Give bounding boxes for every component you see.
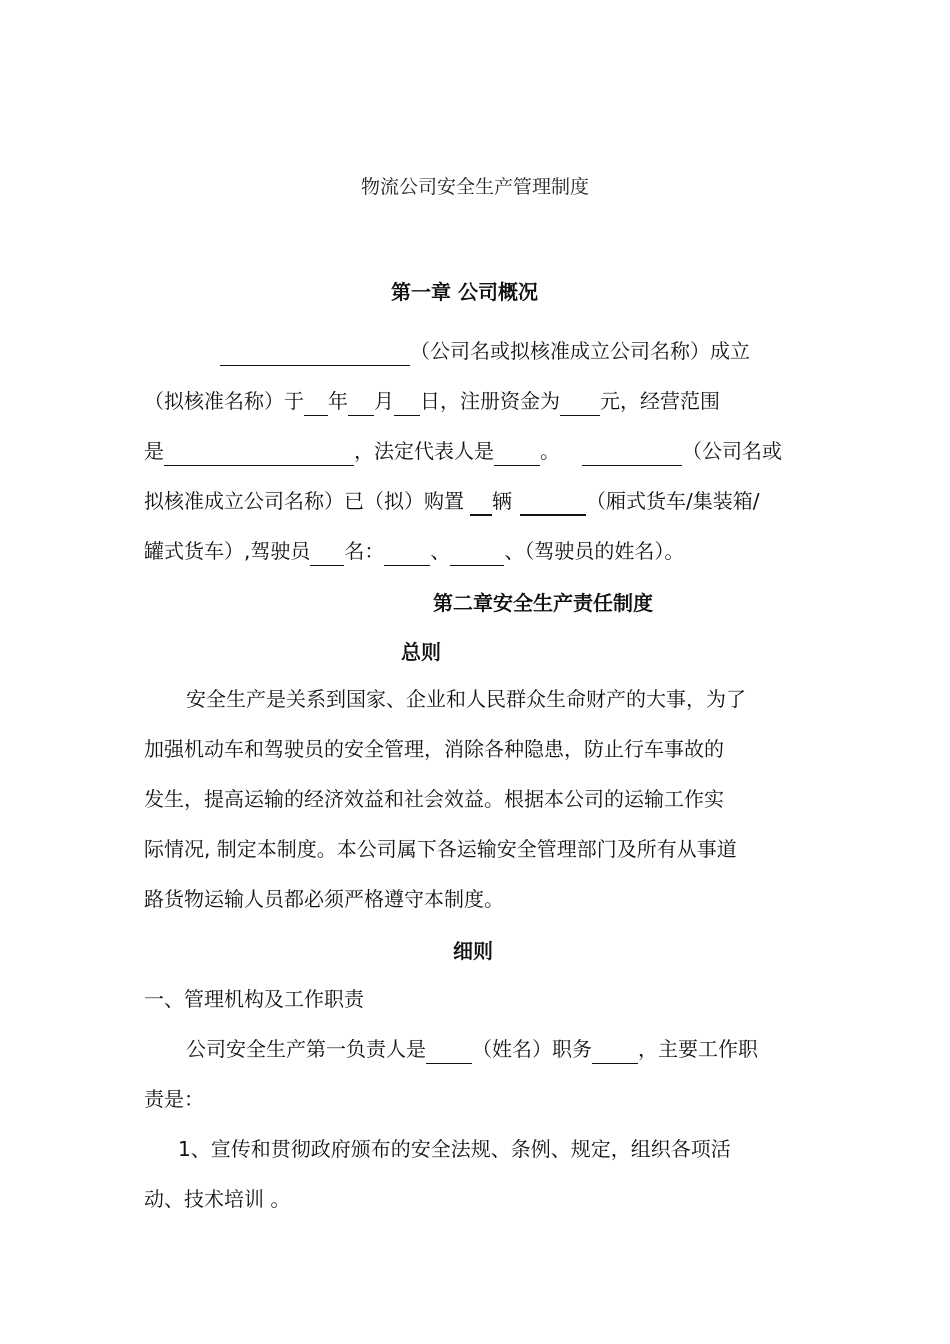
resp-text-b: （姓名）职务: [472, 1037, 592, 1061]
vehicle-count-blank: [470, 492, 492, 516]
business-scope-blank: [164, 443, 354, 466]
line5-text-c: 、: [430, 539, 451, 563]
resp-text-a: 公司安全生产第一负责人是: [186, 1037, 426, 1061]
chapter1-line-5: [144, 538, 684, 566]
year-label: 年: [328, 389, 348, 413]
responsible-name-blank: [426, 1041, 472, 1064]
line3-text-b: ，法定代表人是: [354, 439, 494, 463]
line4-text-a: 拟核准成立公司名称）已（拟）购置: [144, 489, 464, 513]
line3-text-c: 。: [540, 439, 560, 463]
month-label: 月: [374, 389, 394, 413]
blank: [304, 393, 328, 416]
item1-line-1: 1、宣传和贯彻政府颁布的安全法规、条例、规定，组织各项活: [178, 1137, 731, 1161]
resp-text-c: ，主要工作职: [638, 1037, 758, 1061]
detail-heading: 细则: [453, 939, 493, 963]
general-line-4: 际情况, 制定本制度。本公司属下各运输安全管理部门及所有从事道: [144, 837, 737, 861]
responsibility-line-1: [186, 1036, 758, 1064]
line5-text-b: 名：: [344, 539, 385, 563]
year-blank: [348, 393, 374, 416]
day-text: 日，注册资金为: [420, 389, 560, 413]
capital-blank: [560, 393, 600, 416]
line2-text-b: 元，经营范围: [600, 389, 720, 413]
legal-rep-blank: [494, 443, 540, 466]
line4-text-b: 辆: [492, 489, 512, 513]
general-heading: 总则: [401, 640, 441, 664]
driver-name-blank-1: [384, 543, 430, 566]
driver-name-blank-2: [450, 543, 504, 566]
line5-text-d: 、（驾驶员的姓名）。: [504, 539, 685, 563]
chapter1-line-1: [144, 338, 750, 366]
company-name-blank: [220, 343, 410, 366]
vehicle-type-blank: [520, 492, 586, 516]
line5-text-a: 罐式货车）,驾驶员: [144, 539, 311, 563]
driver-count-blank: [310, 543, 344, 566]
position-blank: [592, 1041, 638, 1064]
chapter1-line-4: [144, 488, 759, 516]
line4-text-c: （厢式货车/集装箱/: [586, 489, 760, 513]
general-line-1: 安全生产是关系到国家、企业和人民群众生命财产的大事，为了: [186, 687, 746, 711]
company-blank-2: [582, 443, 682, 466]
month-blank: [394, 393, 420, 416]
indent-space: [144, 344, 220, 366]
line3-text-a: 是: [144, 439, 164, 463]
line2-text-a: （拟核准名称）于: [144, 389, 304, 413]
chapter2-heading: 第二章安全生产责任制度: [433, 591, 653, 615]
responsibility-line-2: 责是：: [144, 1087, 204, 1111]
line3-text-d: （公司名或: [682, 439, 782, 463]
chapter1-line-2: [144, 388, 720, 416]
general-line-3: 发生，提高运输的经济效益和社会效益。根据本公司的运输工作实: [144, 787, 724, 811]
item1-line-2: 动、技术培训 。: [144, 1187, 291, 1211]
chapter1-line1-text: （公司名或拟核准成立公司名称）成立: [410, 339, 750, 363]
chapter1-heading: 第一章 公司概况: [391, 280, 538, 304]
general-line-2: 加强机动车和驾驶员的安全管理，消除各种隐患，防止行车事故的: [144, 737, 724, 761]
general-line-5: 路货物运输人员都必须严格遵守本制度。: [144, 887, 504, 911]
section1-heading: 一、管理机构及工作职责: [144, 987, 364, 1011]
chapter1-line-3: [144, 438, 782, 466]
document-title: 物流公司安全生产管理制度: [360, 176, 589, 198]
